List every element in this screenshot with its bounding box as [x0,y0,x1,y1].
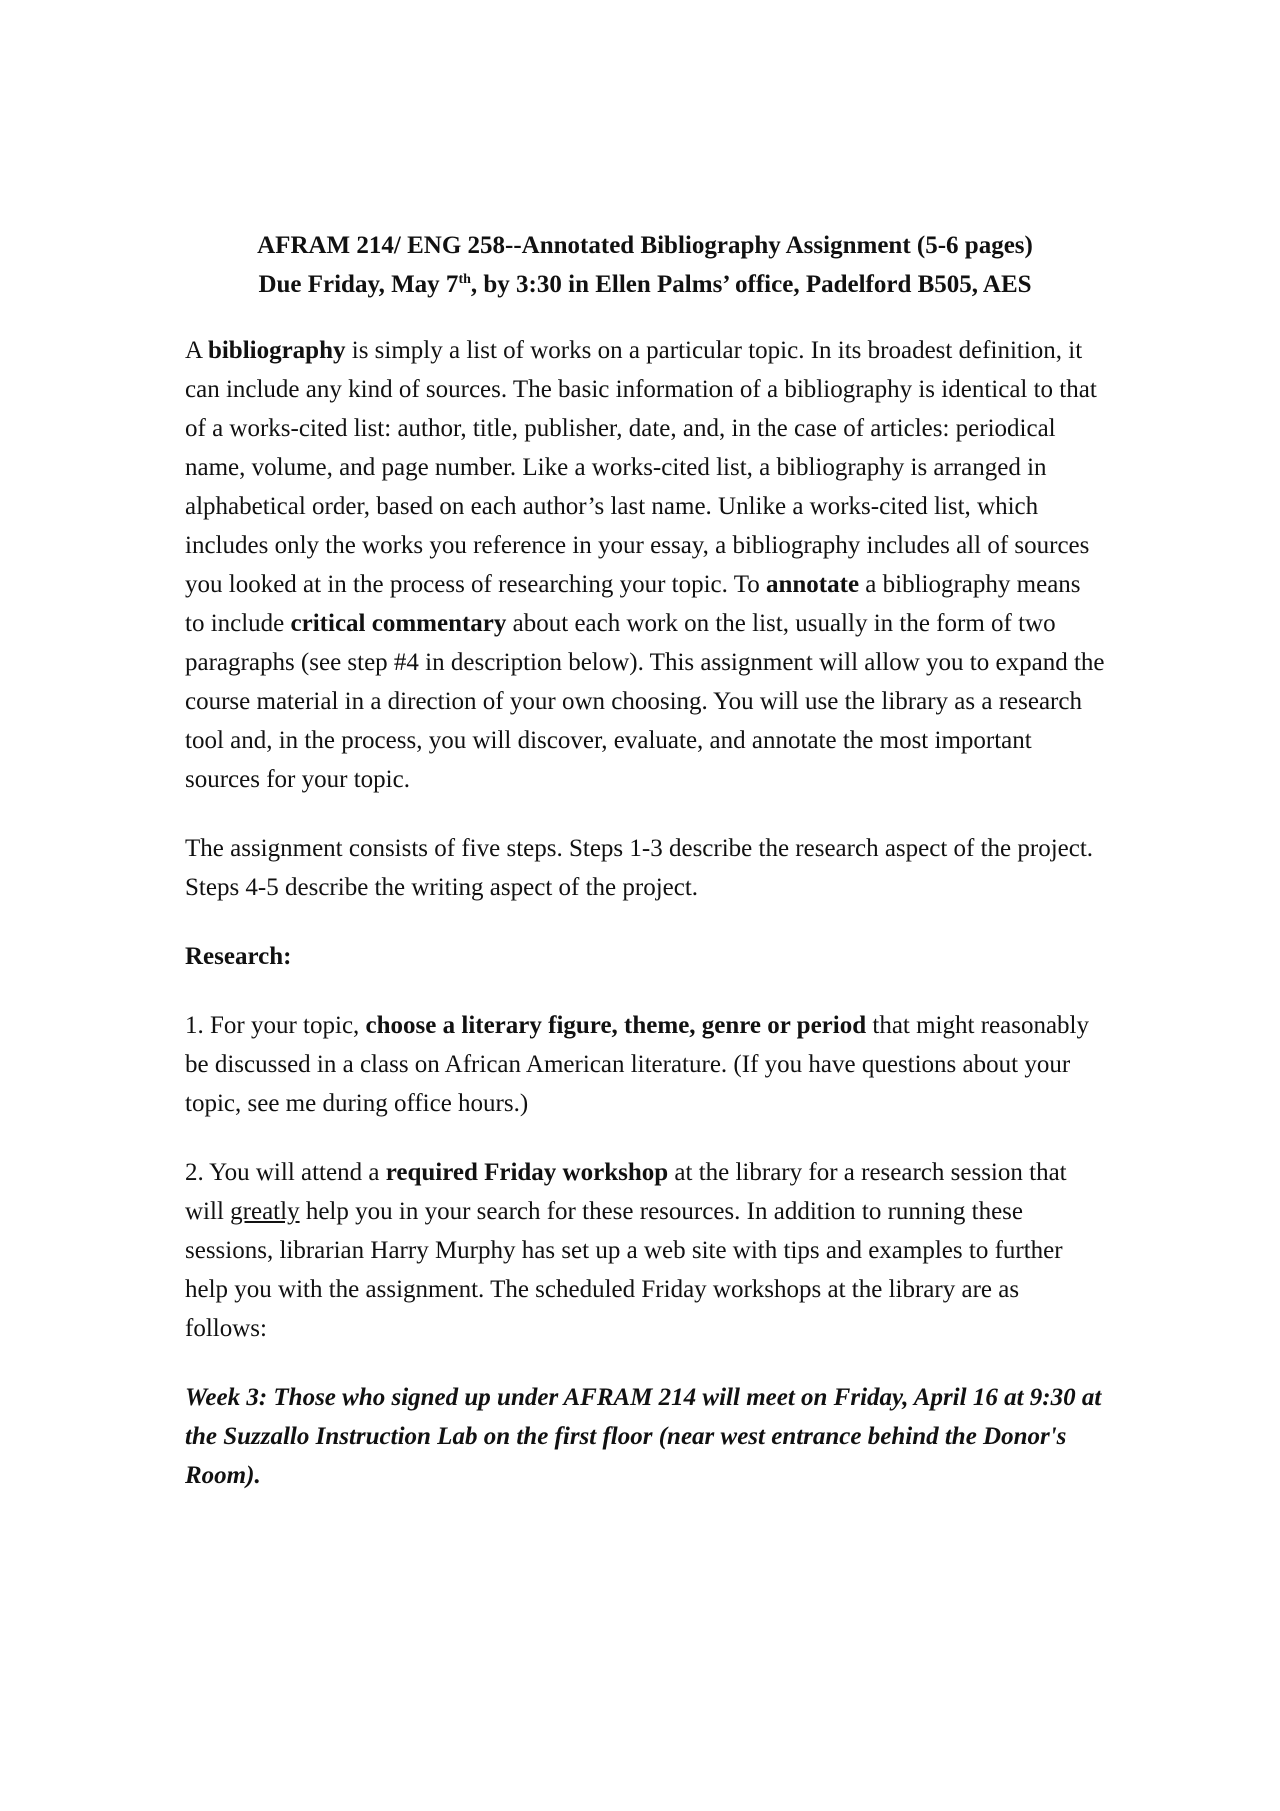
research-heading: Research: [185,943,292,970]
intro-text-3: a bibliography means to include [185,571,1081,637]
term-critical-commentary: critical commentary [290,610,507,637]
step-1-text-1: 1. For your topic, [185,1012,366,1039]
step-1-paragraph [185,1006,1105,1123]
step-2-paragraph [185,1153,1105,1348]
intro-text-4: about each work on the list, usually in the form of two paragraphs (see step #4 in description below). This assignment will allow you to expand the course material in a direction of your own choosing. You will use the library as a research tool and, in the process, you will discover, evaluate, and annotate the most important sources for your topic. [185,610,1105,793]
title-line-due-date [185,265,1105,304]
step-2-underlined-word: greatly [230,1198,300,1225]
due-location-text: , by 3:30 in Ellen Palms’ office, Padelford B505, AES [470,271,1032,298]
document-title [185,226,1105,304]
step-2-text-1: 2. You will attend a [185,1159,386,1186]
title-line-course: AFRAM 214/ ENG 258--Annotated Bibliography Assignment (5-6 pages) [257,232,1033,259]
intro-text-2: is simply a list of works on a particular topic. In its broadest definition, it can include any kind of sources. The basic information of a bibliography is identical to that of a works-cited list: author, title, publisher, date, and, in the case of articles: periodical name, volume, and page number. Like a works-cited list, a bibliography is arranged in alphabetical order, based on each author’s last name. Unlike a works-cited list, which includes only the works you reference in your essay, a bibliography includes all of sources you looked at in the process of researching your topic. To [185,337,1097,598]
due-date-ordinal: th [458,272,471,287]
week-3-workshop-note: Week 3: Those who signed up under AFRAM 214 will meet on Friday, April 16 at 9:30 at the Suzzallo Instruction Lab on the first floor (near west entrance behind the Donor's Room). [185,1384,1102,1489]
step-2-text-3: help you in your search for these resources. In addition to running these sessions, librarian Harry Murphy has set up a web site with tips and examples to further help you with the assignment. The scheduled Friday workshops at the library are as follows: [185,1198,1063,1342]
step-1-emphasis: choose a literary figure, theme, genre or period [365,1012,867,1039]
term-bibliography: bibliography [207,337,346,364]
term-annotate: annotate [765,571,860,598]
step-2-text-2: at the library for a research session that will [185,1159,1067,1225]
step-2-emphasis: required Friday workshop [385,1159,669,1186]
due-date-text: Due Friday, May 7 [258,271,459,298]
steps-overview-paragraph: The assignment consists of five steps. Steps 1-3 describe the research aspect of the project. Steps 4-5 describe the writing aspect of the project. [185,835,1094,901]
document-page [185,226,1105,1525]
step-1-text-2: that might reasonably be discussed in a class on African American literature. (If you have questions about your topic, see me during office hours.) [185,1012,1089,1117]
intro-text-1: A [185,337,208,364]
intro-paragraph [185,331,1105,799]
